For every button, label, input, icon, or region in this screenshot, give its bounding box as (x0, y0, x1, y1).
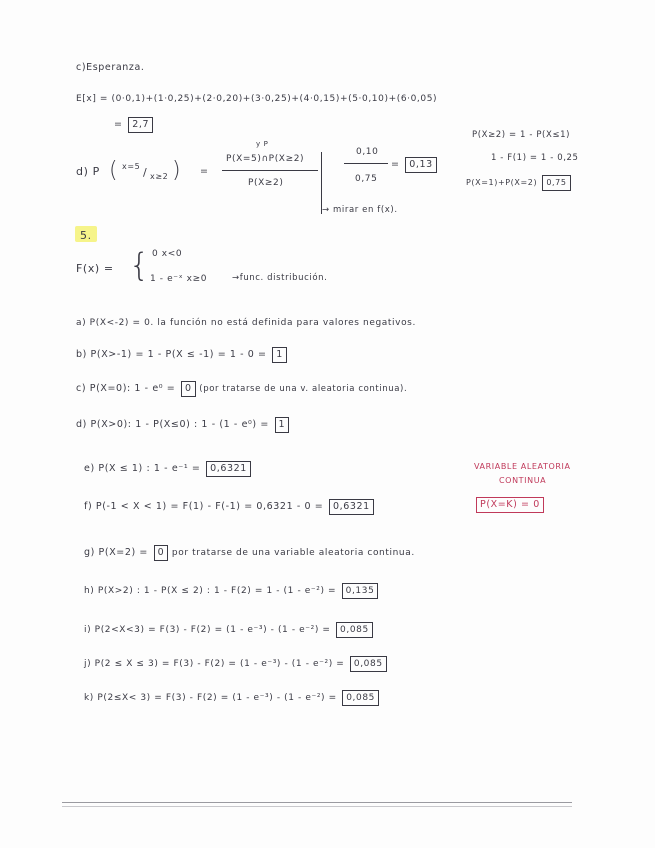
line-a: a) P(X<-2) = 0. la función no está definida para valores negativos. (76, 318, 416, 328)
line-h-text: h) P(X>2) : 1 - P(X ≤ 2) : 1 - F(2) = 1 - (1 - e⁻²) = (84, 586, 337, 596)
d-cond-num: x=5 (122, 162, 141, 171)
line-g-text: g) P(X=2) = (84, 547, 148, 558)
line-i-result: 0,085 (336, 622, 373, 638)
d-paren-close: ) (172, 158, 182, 183)
d-value-fraction-bar (344, 163, 388, 164)
red-note-formula: P(X=K) = 0 (476, 497, 544, 513)
d-cond-den: x≥2 (150, 172, 169, 181)
d-cond-slash: / (143, 166, 148, 179)
d-label: d) P (76, 165, 100, 178)
d-note: → mirar en f(x). (322, 205, 398, 215)
line-d2-text: d) P(X>0): 1 - P(X≤0) : 1 - (1 - e⁰) = (76, 419, 269, 430)
fx-label: F(x) = (76, 262, 114, 275)
d-annot-top: y P (256, 140, 269, 148)
line-f-result: 0,6321 (329, 499, 374, 515)
d-value-num: 0,10 (356, 147, 379, 157)
page-bottom-rule (62, 802, 572, 803)
line-i-text: i) P(2<X<3) = F(3) - F(2) = (1 - e⁻³) - (1 - e⁻²) = (84, 625, 331, 635)
fx-brace: { (129, 246, 150, 284)
esperanza-result: 2,7 (128, 117, 153, 133)
fx-case-1: 0 x<0 (152, 249, 183, 259)
side-calc-3-text: P(X=1)+P(X=2) (466, 178, 538, 187)
fx-note: →func. distribución. (232, 273, 328, 283)
section-5-label: 5. (80, 229, 92, 242)
line-h-result: 0,135 (342, 583, 379, 599)
line-j-text: j) P(2 ≤ X ≤ 3) = F(3) - F(2) = (1 - e⁻³) - (1 - e⁻²) = (84, 659, 345, 669)
d-eq1: = (200, 166, 209, 177)
line-d2 (76, 417, 289, 433)
line-f-text: f) P(-1 < X < 1) = F(1) - F(-1) = 0,6321 - 0 = (84, 501, 324, 512)
heading-esperanza: c)Esperanza. (76, 62, 145, 73)
d-result: 0,13 (405, 157, 437, 173)
page-bottom-rule-shadow (62, 806, 572, 807)
d-value-den: 0,75 (355, 174, 378, 184)
line-d2-result: 1 (275, 417, 290, 433)
line-j (84, 656, 387, 672)
line-b-text: b) P(X>-1) = 1 - P(X ≤ -1) = 1 - 0 = (76, 349, 267, 360)
line-e-text: e) P(X ≤ 1) : 1 - e⁻¹ = (84, 463, 201, 474)
equals-sign: = (391, 159, 400, 170)
line-i (84, 622, 373, 638)
line-f (84, 499, 374, 515)
side-calc-3-result: 0,75 (542, 175, 570, 191)
red-note-box (474, 497, 544, 513)
esperanza-formula: E[x] = (0·0,1)+(1·0,25)+(2·0,20)+(3·0,25)+(4·0,15)+(5·0,10)+(6·0,05) (76, 94, 438, 104)
red-note-title-2: CONTINUA (499, 476, 547, 485)
line-j-result: 0,085 (350, 656, 387, 672)
line-c-note: (por tratarse de una v. aleatoria continua). (199, 384, 408, 394)
line-k-text: k) P(2≤X< 3) = F(3) - F(2) = (1 - e⁻³) - (1 - e⁻²) = (84, 693, 337, 703)
fx-case-2: 1 - e⁻ˣ x≥0 (150, 274, 208, 284)
line-g-note: por tratarse de una variable aleatoria continua. (171, 548, 415, 558)
line-k-result: 0,085 (342, 690, 379, 706)
d-numerator: P(X=5)∩P(X≥2) (226, 154, 305, 164)
d-denominator: P(X≥2) (248, 178, 284, 188)
d-paren-open: ( (109, 158, 119, 183)
d-eq2 (391, 157, 437, 173)
line-c-text: c) P(X=0): 1 - e⁰ = (76, 383, 176, 394)
equals-sign: = (114, 119, 123, 130)
side-calc-3 (466, 175, 571, 191)
line-g (84, 545, 415, 561)
red-note-title-1: VARIABLE ALEATORIA (474, 462, 571, 471)
line-e (84, 461, 251, 477)
line-b (76, 347, 287, 363)
d-fraction-bar (222, 170, 318, 171)
line-k (84, 690, 379, 706)
side-calc-1: P(X≥2) = 1 - P(X≤1) (472, 130, 571, 140)
line-c (76, 381, 407, 397)
line-e-result: 0,6321 (206, 461, 251, 477)
side-calc-2: 1 - F(1) = 1 - 0,25 (491, 153, 579, 163)
esperanza-eq (114, 117, 153, 133)
line-b-result: 1 (272, 347, 287, 363)
line-h (84, 583, 378, 599)
line-c-result: 0 (181, 381, 196, 397)
line-g-result: 0 (154, 545, 169, 561)
